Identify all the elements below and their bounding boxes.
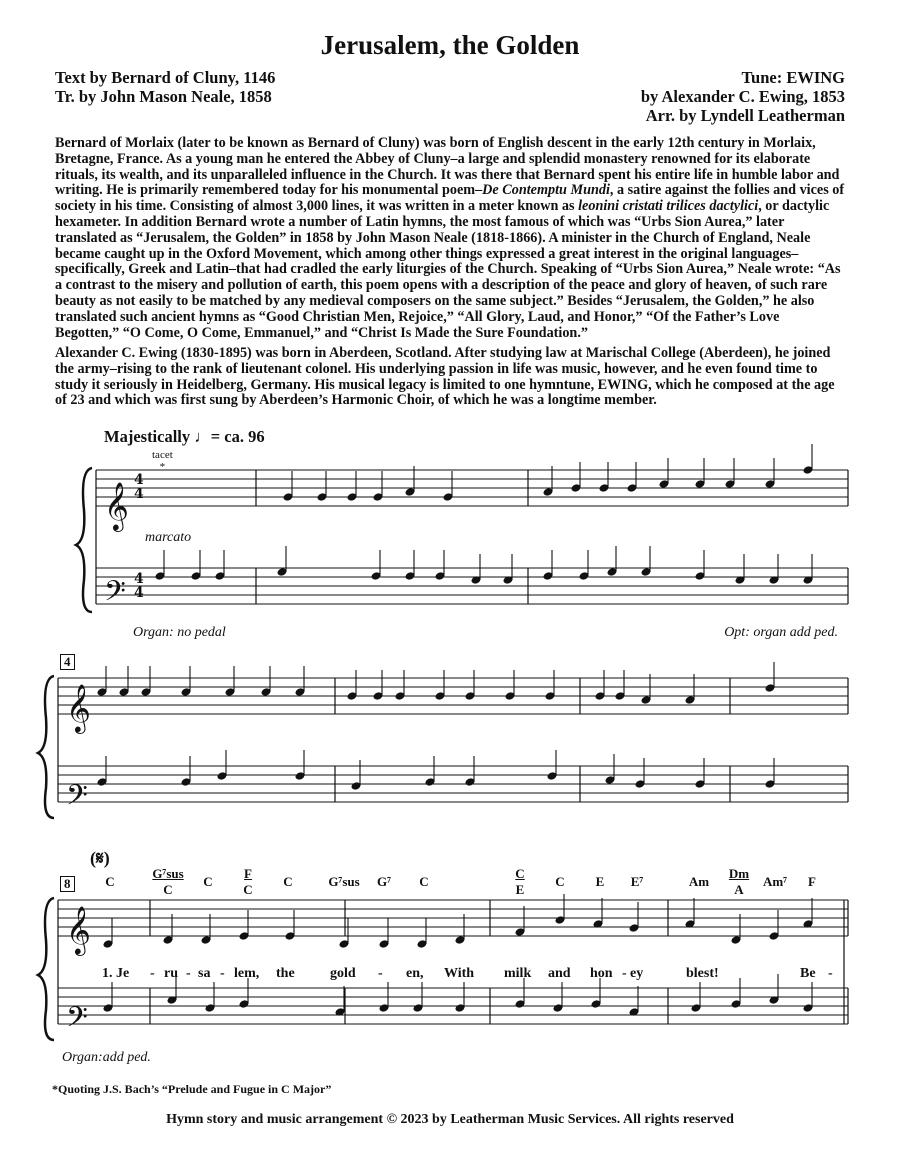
bass-clef-icon: 𝄢: [66, 779, 88, 819]
time-sig-denominator: 4: [134, 486, 144, 502]
arranger-line: Arr. by Lyndell Leatherman: [645, 106, 845, 125]
organ-add-pedal-label: Organ:add ped.: [62, 1050, 151, 1065]
treble-clef-icon: 𝄞: [104, 481, 129, 530]
lyric-syllable: ey: [630, 966, 644, 981]
lyric-syllable: sa: [198, 966, 211, 981]
chord-symbol: G⁷sus: [328, 874, 360, 889]
text-credit-line: Text by Bernard of Cluny, 1146: [55, 68, 276, 87]
lyric-hyphen: -: [220, 966, 225, 981]
lyric-syllable: 1. Je: [102, 966, 130, 981]
chord-symbol: C: [203, 874, 213, 889]
lyric-hyphen: -: [378, 966, 383, 981]
chord-symbol: Am: [688, 874, 710, 889]
brace-icon: [38, 676, 54, 818]
organ-no-pedal-label: Organ: no pedal: [133, 625, 226, 640]
lyric-hyphen: -: [150, 966, 155, 981]
lyric-syllable: ru: [164, 966, 178, 981]
para1-poem-title: De Contemptu Mundi: [482, 182, 610, 199]
marcato-label: marcato: [145, 530, 192, 545]
lyric-hyphen: -: [828, 966, 833, 981]
para1-text-c: , a satire against the follies and vices of society in his time. Consisting of almost 3,000 lines, it was written in a meter known as: [55, 182, 845, 215]
chord-symbol: C: [105, 874, 115, 889]
lyric-hyphen: -: [622, 966, 627, 981]
measure-number-8: 8: [60, 876, 75, 892]
footnote: *Quoting J.S. Bach’s “Prelude and Fugue in C Major”: [52, 1082, 332, 1096]
brace-icon: [76, 468, 92, 612]
lyric-syllable: Be: [800, 966, 816, 981]
note-heads: [97, 444, 814, 1017]
translation-credit-line: Tr. by John Mason Neale, 1858: [55, 87, 272, 106]
lyric-hyphen: -: [186, 966, 191, 981]
chord-symbol: F: [808, 874, 816, 889]
bass-clef-icon: 𝄢: [66, 1001, 88, 1041]
chord-symbol: G⁷: [376, 874, 391, 889]
page-title: Jerusalem, the Golden: [320, 30, 580, 60]
lyric-syllable: gold: [330, 966, 356, 981]
chord-symbol: C E: [515, 866, 525, 897]
para1-text-a: Bernard of Morlaix (later to be known as Bernard of Cluny) was born of English descent in the early 12th century in Morlaix, Bretagne, France. As a young man he entered the Abbey of Cluny–a large and splendid monastery renowned for its elaborate rituals, its wealth, and its unparalleled influence in the Church. It was there that Bernard spent his entire life in humble labor and writing. He is primarily remembered today for his monumental poem–: [55, 135, 840, 199]
lyric-syllable: blest!: [686, 966, 719, 981]
chord-symbol: C: [283, 874, 293, 889]
braces: [38, 468, 92, 1040]
segno-icon: (𝄋): [90, 848, 110, 868]
tempo-value: = ca. 96: [210, 427, 265, 446]
barlines: [58, 470, 848, 1024]
lyric-syllable: the: [276, 966, 295, 981]
tempo-word: Majestically: [104, 427, 191, 446]
para1-meter-name: leonini cristati trilices dactylici: [578, 198, 759, 215]
brace-icon: [38, 898, 54, 1040]
treble-clef-icon: 𝄞: [66, 905, 91, 954]
bass-clef-icon: 𝄢: [104, 575, 126, 615]
staff-lines: [58, 470, 848, 1024]
organ-opt-pedal-label: Opt: organ add ped.: [724, 625, 838, 640]
lyric-syllable: en,: [406, 966, 424, 981]
chord-symbol: E: [595, 874, 605, 889]
clefs: [66, 481, 129, 1041]
hymn-story-paragraph-2: Alexander C. Ewing (1830-1895) was born in Aberdeen, Scotland. After studying law at Marischal College (Aberdeen), he joined the army–rising to the rank of lieutenant colonel. His underlying passion in life was music, however, and he even found time to study it seriously in Heidelberg, Germany. His musical legacy is limited to one hymntune, EWING, which he composed at the age of 23 and which was first sung by Aberdeen’s Harmonic Choir, of which he was a longtime member.: [55, 345, 835, 409]
lyric-syllable: hon: [590, 966, 613, 981]
measure-number-4: 4: [60, 654, 75, 670]
composer-line: by Alexander C. Ewing, 1853: [640, 87, 845, 106]
chord-symbol: Am⁷: [762, 874, 788, 889]
lyric-syllable: milk: [504, 966, 532, 981]
time-sig-denominator: 4: [134, 585, 144, 601]
treble-clef-icon: 𝄞: [66, 683, 91, 732]
chord-symbol: Dm A: [728, 866, 750, 897]
tacet-text: tacet: [152, 449, 173, 461]
quarter-note-icon: ♩: [194, 427, 211, 446]
chord-symbol: G⁷sus C: [152, 866, 184, 897]
lyric-syllable: and: [548, 966, 571, 981]
chord-symbol: E⁷: [630, 874, 644, 889]
copyright-notice: Hymn story and music arrangement © 2023 by Leatherman Music Services. All rights reserved: [166, 1112, 734, 1127]
time-signatures: [134, 472, 144, 601]
tune-name-line: Tune: EWING: [741, 68, 845, 87]
chord-symbol: C: [555, 874, 565, 889]
time-sig-numerator: 4: [134, 571, 144, 587]
chord-symbol: F C: [243, 866, 253, 897]
para1-text-e: , or dactylic hexameter. In addition Bernard wrote a number of Latin hymns, the most famous of which was “Urbs Sion Aurea,” later translated as “Jerusalem, the Golden” in 1858 by John Mason Neale (1818-1866). A minister in the Church of England, Neale became caught up in the Oxford Movement, which among other things expressed a great interest in the original languages–specifically, Greek and Latin–that had cradled the early liturgies of the Church. Speaking of “Urbs Sion Aurea,” Neale wrote: “As a contrast to the misery and pollution of earth, this poem opens with a description of the peace and glory of heaven, of such rare beauty as not easily to be matched by any medieval composers on the same subject.” Besides “Jerusalem, the Golden,” he also translated such ancient hymns as “Good Christian Men, Rejoice,” “All Glory, Laud, and Honor,” “Of the Father’s Love Begotten,” “O Come, O Come, Emmanuel,” and “Christ Is Made the Sure Foundation.”: [55, 198, 841, 341]
lyric-syllable: With: [444, 966, 475, 981]
chord-symbol: C: [419, 874, 429, 889]
lyric-syllable: lem,: [234, 966, 260, 981]
asterisk-mark: *: [159, 461, 166, 473]
time-sig-numerator: 4: [134, 472, 144, 488]
